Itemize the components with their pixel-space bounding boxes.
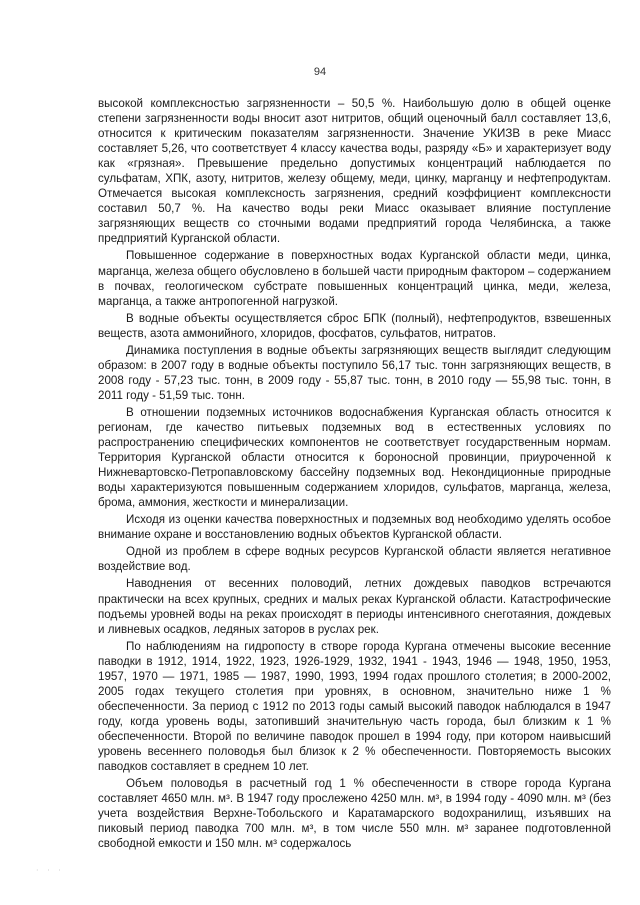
paragraph-1: высокой комплексностью загрязненности – 50,5 %. Наибольшую долю в общей оценке степени загрязненности воды вносит азот нитритов, общий оценочный балл составляет 13,6, относится к критическим показателям загрязненности. Значение УКИЗВ в реке Миасс составляет 5,26, что соответствует 4 классу качества воды, разряду «Б» и характеризует воду как «грязная». Превышение предельно допустимых концентраций наблюдается по сульфатам, ХПК, азоту, нитритов, железу общему, меди, цинку, марганцу и нефтепродуктам. Отмечается высокая комплексность загрязнения, средний коэффициент комплексности составил 50,7 %. На качество воды реки Миасс оказывает влияние поступление загрязняющих веществ со сточными водами предприятий города Челябинска, а также предприятий Курганской области.	[98, 97, 611, 246]
paragraph-3: В водные объекты осуществляется сброс БПК (полный), нефтепродуктов, взвешенных веществ, азота аммонийного, хлоридов, фосфатов, сульфатов, нитратов.	[98, 311, 611, 340]
paragraph-5: В отношении подземных источников водоснабжения Курганская область относится к регионам, где качество питьевых подземных вод в естественных условиях по распространению специфических компонентов не соответствует государственным нормам. Территория Курганской области относится к бороносной провинции, приуроченной к Нижневартовско-Петропавловскому бассейну подземных вод. Некондиционные природные воды характеризуются повышенным содержанием хлоридов, сульфатов, марганца, железа, брома, аммония, жесткости и минерализации.	[98, 405, 611, 510]
paragraph-4: Динамика поступления в водные объекты загрязняющих веществ выглядит следующим образом: в 2007 году в водные объекты поступило 56,17 тыс. тонн загрязняющих веществ, в 2008 году - 57,23 тыс. тонн, в 2009 году - 55,87 тыс. тонн, в 2010 году — 55,98 тыс. тонн, в 2011 году - 51,59 тыс. тонн.	[98, 343, 611, 402]
paragraph-10: Объем половодья в расчетный год 1 % обеспеченности в створе города Кургана составляет 4650 млн. м³. В 1947 году прослежено 4250 млн. м³, в 1994 году - 4090 млн. м³ (без учета воздействия Верхне-Тобольского и Каратамарского водохранилищ, изъявших на пиковый период паводка 700 млн. м³, в том числе 550 млн. м³ заранее подготовленной свободной емкости и 150 млн. м³ содержалось	[98, 777, 611, 851]
paragraph-9: По наблюдениям на гидропосту в створе города Кургана отмечены высокие весенние паводки в 1912, 1914, 1922, 1923, 1926-1929, 1932, 1941 - 1943, 1946 — 1948, 1950, 1953, 1957, 1970 — 1971, 1985 — 1987, 1990, 1993, 1994 годах прошлого столетия; в 2000-2002, 2005 годах текущего столетия при уровнях, в основном, значительно ниже 1 % обеспеченности. За период с 1912 по 2013 годы самый высокий паводок наблюдался в 1947 году, когда уровень воды, затопивший значительную часть города, был близким к 1 % обеспеченности. Второй по величине паводок прошел в 1994 году, при котором наивысший уровень весеннего половодья был близок к 2 % обеспеченности. Повторяемость высоких паводков составляет в среднем 10 лет.	[98, 639, 611, 774]
scan-margin-marks: · · ·	[36, 866, 64, 875]
paragraph-7: Одной из проблем в сфере водных ресурсов Курганской области является негативное воздействие вод.	[98, 545, 611, 574]
paragraph-2: Повышенное содержание в поверхностных водах Курганской области меди, цинка, марганца, железа общего обусловлено в большей части природным фактором – содержанием в почвах, геологическом субстрате повышенных концентраций цинка, меди, железа, марганца, а также антропогенной нагрузкой.	[98, 249, 611, 308]
paragraph-6: Исходя из оценки качества поверхностных и подземных вод необходимо уделять особое внимание охране и восстановлению водных объектов Курганской области.	[98, 513, 611, 542]
body-text	[98, 96, 611, 853]
paragraph-8: Наводнения от весенних половодий, летних дождевых паводков встречаются практически на всех крупных, средних и малых реках Курганской области. Катастрофические подъемы уровней воды на реках происходят в периоды интенсивного снеготаяния, дождевых и ливневых осадков, ледяных заторов в руслах рек.	[98, 577, 611, 636]
page-number: 94	[313, 66, 327, 78]
